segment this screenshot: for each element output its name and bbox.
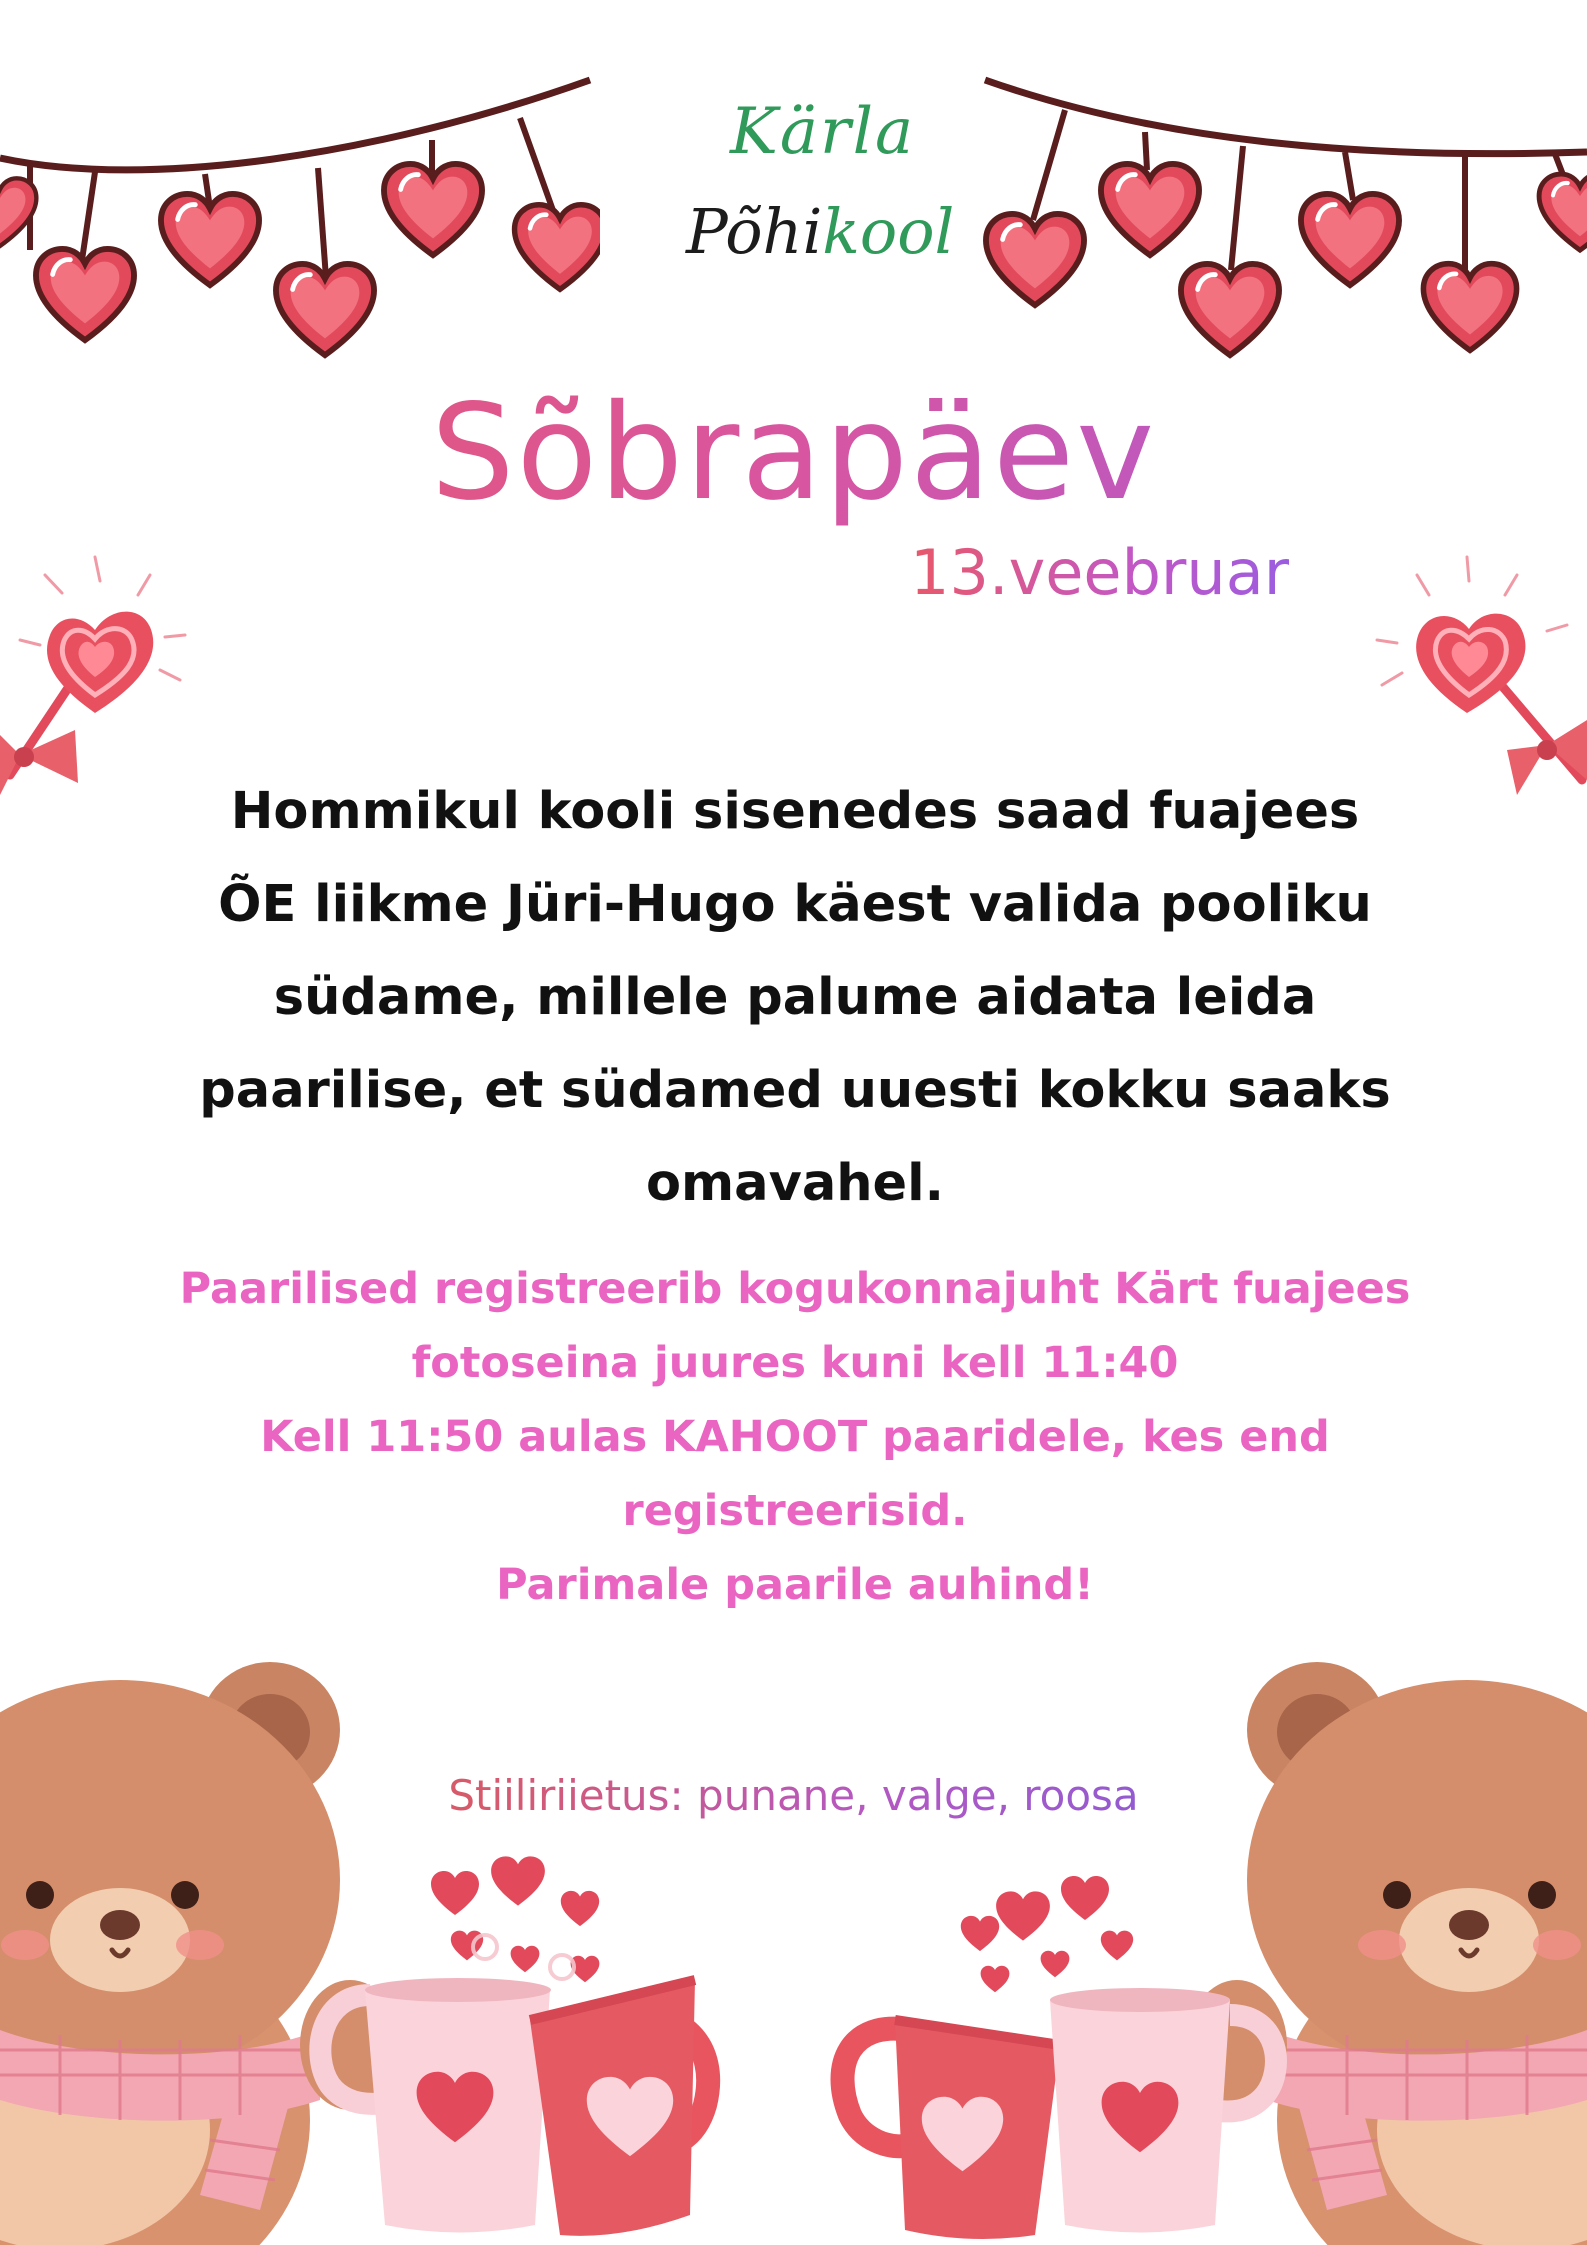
info-line: fotoseina juures kuni kell 11:40 bbox=[411, 1338, 1179, 1388]
mugs-left bbox=[300, 1855, 780, 2245]
main-announcement bbox=[140, 765, 1450, 1230]
logo-part-b: kool bbox=[822, 195, 955, 268]
main-text-line: südame, millele palume aidata leida bbox=[273, 968, 1317, 1027]
school-logo bbox=[680, 95, 955, 305]
event-info bbox=[140, 1252, 1450, 1622]
info-line: Paarilised registreerib kogukonnajuht Kärt fuajees bbox=[179, 1264, 1411, 1314]
logo-part-a: Põhi bbox=[686, 195, 823, 268]
dress-code: Stiiliriietus: punane, valge, roosa bbox=[0, 1768, 1587, 1824]
main-text-line: paarilise, et südamed uuesti kokku saaks bbox=[199, 1061, 1391, 1120]
info-line: Kell 11:50 aulas KAHOOT paaridele, kes end bbox=[260, 1412, 1330, 1462]
event-date: 13.veebruar bbox=[910, 536, 1290, 609]
heart-bunting-left bbox=[0, 60, 600, 360]
heart-bunting-right bbox=[975, 60, 1587, 360]
logo-line-1: Kärla bbox=[730, 95, 916, 169]
mugs-right bbox=[810, 1855, 1290, 2245]
main-text-line: omavahel. bbox=[645, 1154, 944, 1213]
main-text-line: Hommikul kooli sisenedes saad fuajees bbox=[230, 782, 1360, 841]
page-title: Sõbrapäev bbox=[0, 378, 1587, 528]
main-text-line: ÕE liikme Jüri-Hugo käest valida pooliku bbox=[218, 875, 1372, 934]
info-line: Parimale paarile auhind! bbox=[496, 1560, 1094, 1610]
logo-line-2 bbox=[686, 195, 954, 268]
info-line: registreerisid. bbox=[622, 1486, 968, 1536]
